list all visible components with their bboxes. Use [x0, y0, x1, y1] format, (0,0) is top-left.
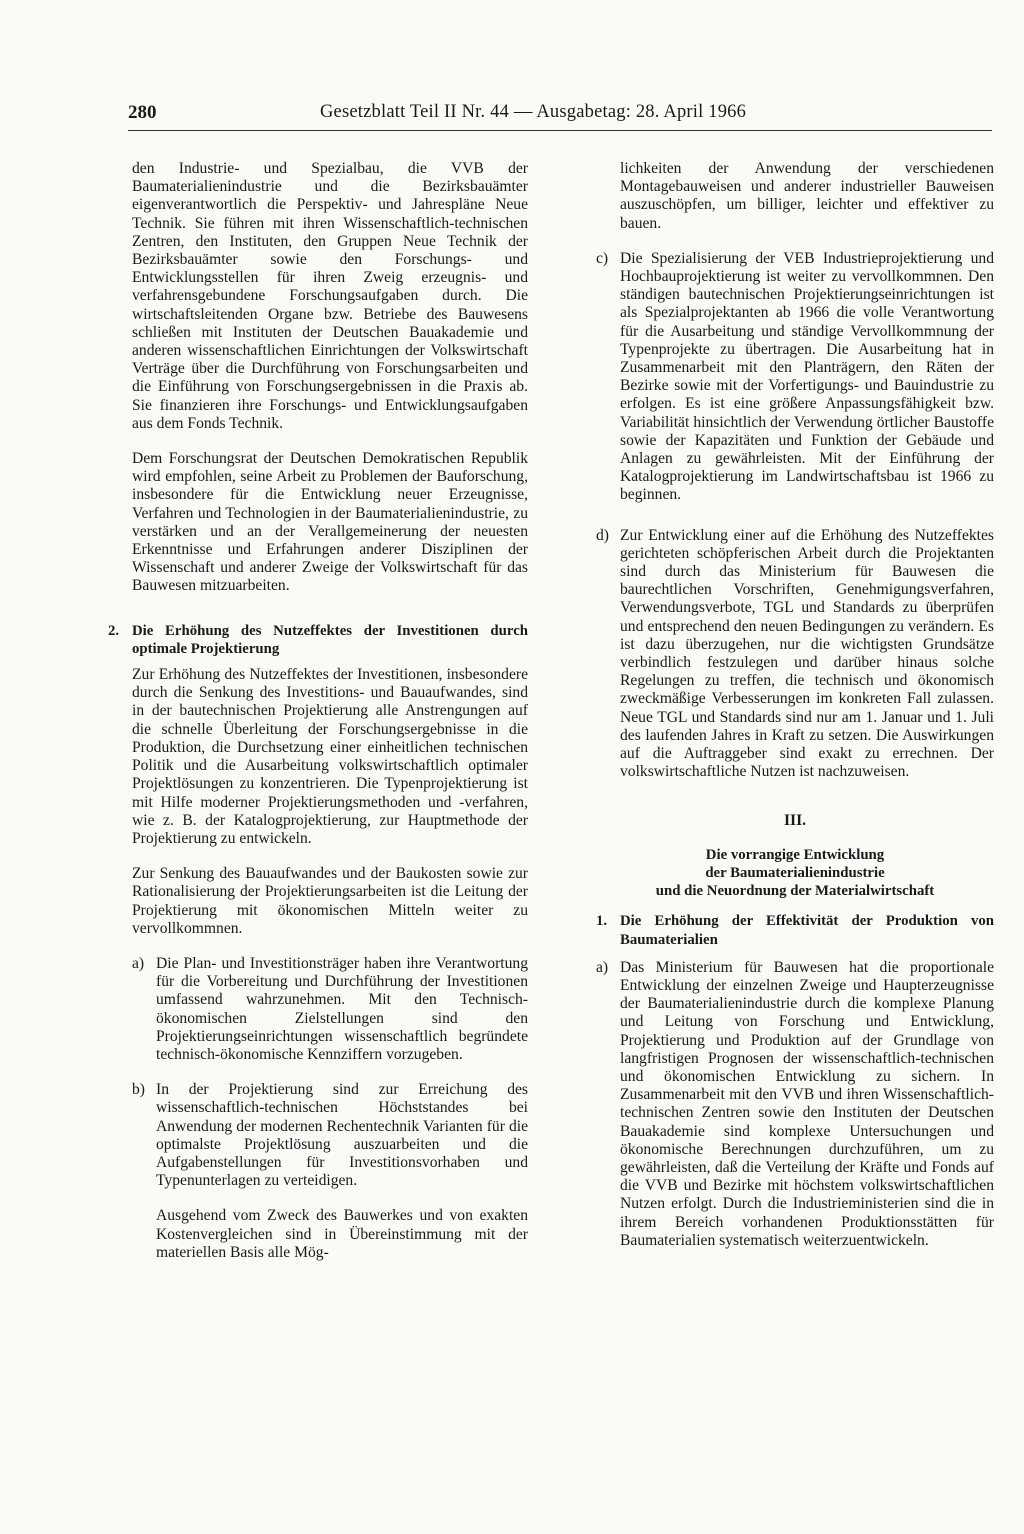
- paragraph: lichkeiten der Anwendung der verschiedenen Montagebauweisen und anderer industrieller Bauweisen auszuschöpfen, um billiger, leichter und effektiver zu bauen.: [620, 160, 994, 232]
- item-text: Zur Entwicklung einer auf die Erhöhung des Nutzeffektes gerichteten schöpferischen Arbeit durch die Projektanten sind durch das Ministerium für Bauwesen die baurechtlichen Vorschriften, Genehmigungsverfahren, Verwendungsverbote, TGL und Standards zu überprüfen und entsprechend den neuen Bedingungen zu verändern. Es ist dazu überzugehen, nur die wichtigsten Grundsätze verbindlich festzulegen und darüber hinaus solche Regelungen zu treffen, die technisch und ökonomisch zweckmäßige Verbesserungen im konkreten Fall zulassen. Neue TGL und Standards sind nur am 1. Januar und 1. Juli des laufenden Jahres in Kraft zu setzen. Die Auswirkungen auf die Auftraggeber sind exakt zu errechnen. Der volkswirtschaftliche Nutzen ist nachzuweisen.: [620, 526, 994, 781]
- list-item-d: [596, 527, 994, 782]
- item-label: d): [596, 526, 609, 544]
- section-heading: [108, 622, 528, 658]
- paragraph: Zur Senkung des Bauaufwandes und der Baukosten sowie zur Rationalisierung der Projektierungsarbeiten ist die Leitung der Projektierung mit ökonomischen Mitteln weiter zu vervollkommnen.: [132, 865, 528, 937]
- list-item-c: [596, 250, 994, 505]
- section-title: [596, 846, 994, 901]
- heading-text: Die Erhöhung der Effektivität der Produktion von Baumaterialien: [620, 913, 994, 948]
- subsection-heading: [596, 912, 994, 948]
- item-label: b): [132, 1081, 145, 1099]
- list-item-b: [108, 1081, 528, 1262]
- page-header: [128, 100, 992, 131]
- section-title-line: der Baumaterialienindustrie: [705, 864, 885, 881]
- item-label: a): [596, 958, 609, 976]
- paragraph: den Industrie- und Spezialbau, die VVB der Baumaterialienindustrie und die Bezirksbauämter eigenverantwortlich die Perspektiv- und Jahrespläne Neue Technik. Sie führen mit ihren Wissenschaftlich-technischen Zentren, den Instituten, den Gruppen Neue Technik der Bezirksbauämter sowie den Forschungs- und Entwicklungsstellen für ihren Zweig erzeugnis- und verfahrensgebundene Forschungsaufgaben durch. Die wirtschaftsleitenden Organe bzw. Betriebe des Bauwesens schließen mit Instituten der Deutschen Bauakademie und anderen wissenschaftlichen Einrichtungen der Volkswirtschaft Verträge über die Durchführung von Forschungsarbeiten und die Einführung von Forschungsergebnissen in die Praxis ab. Sie finanzieren ihre Forschungs- und Entwicklungsaufgaben aus dem Fonds Technik.: [132, 160, 528, 432]
- item-text: Die Plan- und Investitionsträger haben ihre Verantwortung für die Vorbereitung und Durchführung der Investitionen umfassend wahrzunehmen. Mit den Technisch-ökonomischen Zielstellungen sind den Projektierungseinrichtungen wissenschaftlich begründete technisch-ökonomische Kennziffern vorzugeben.: [156, 954, 528, 1063]
- heading-number: 1.: [596, 913, 608, 930]
- item-text: In der Projektierung sind zur Erreichung des wissenschaftlich-technischen Höchststandes bei Anwendung der modernen Rechentechnik Varianten für die optimalste Projektlösung auszuarbeiten und die Aufgabenstellungen für Investitionsvorhaben und Typenunterlagen zu verteidigen.: [156, 1081, 528, 1190]
- item-label: a): [132, 954, 145, 972]
- section-title-line: und die Neuordnung der Materialwirtschaft: [655, 883, 935, 900]
- item-text: Das Ministerium für Bauwesen hat die proportionale Entwicklung der einzelnen Zweige und Haupterzeugnisse der Baumaterialienindustrie durch die komplexe Planung und Leitung von Forschung und Entwicklung, Projektierung und Produktion auf der Grundlage von langfristigen Prognosen der wissenschaftlich-technischen und ökonomischen Entwicklung zu sichern. In Zusammenarbeit mit den VVB und ihren Wissenschaftlich-technischen Zentren sowie den Instituten der Deutschen Bauakademie sind komplexe Untersuchungen und ökonomische Berechnungen durchzuführen, um zu gewährleisten, daß die Verteilung der Kräfte und Fonds auf die VVB und Bezirke mit höchstem volkswirtschaftlichen Nutzen erfolgt. Durch die Industrieministerien sind die in ihrem Bereich vorhandenen Produktionsstätten für Baumaterialien systematisch weiterzuentwickeln.: [620, 958, 994, 1249]
- left-column: [108, 160, 528, 1262]
- paragraph: Zur Erhöhung des Nutzeffektes der Investitionen, insbesondere durch die Senkung des Investitions- und Bauaufwandes, sind in der bautechnischen Projektierung alle Anstrengungen auf die schnelle Überleitung der Forschungsergebnisse in die Produktion, die Durchsetzung einer einheitlichen technischen Politik und die Ausarbeitung volkswirtschaftlich optimaler Projektlösungen zu konzentrieren. Die Typenprojektierung ist mit Hilfe moderner Projektierungsmethoden und -verfahren, wie z. B. der Katalogprojektierung, zur Hauptmethode der Projektierung zu entwickeln.: [132, 666, 528, 847]
- heading-text: Die Erhöhung des Nutzeffektes der Investitionen durch optimale Projektierung: [132, 622, 528, 657]
- item-text: Die Spezialisierung der VEB Industrieprojektierung und Hochbauprojektierung ist weiter zu vervollkommnen. Den ständigen bautechnischen Projektierungseinrichtungen ist als Spezialprojektanten ab 1966 die volle Verantwortung für die Ausarbeitung und ständige Vervollkommnung der Typenprojekte zu übertragen. Die Ausarbeitung hat in Zusammenarbeit mit den Planträgern, den Räten der Bezirke sowie mit der Vorfertigungs- und Bauindustrie zu erfolgen. Es ist eine größere Anpassungsfähigkeit bzw. Variabilität hinsichtlich der Verwendung örtlicher Baustoffe sowie der Kapazitäten und Funktion der Gebäude und Anlagen zu gewährleisten. Mit der Einführung der Katalogprojektierung im Landwirtschaftsbau ist 1966 zu beginnen.: [620, 249, 994, 504]
- running-head: Gesetzblatt Teil II Nr. 44 — Ausgabetag: 28. April 1966: [320, 102, 747, 122]
- list-item-a: [108, 955, 528, 1064]
- list-item-a: [596, 959, 994, 1250]
- section-roman-numeral: III.: [783, 811, 807, 829]
- paragraph: Dem Forschungsrat der Deutschen Demokratischen Republik wird empfohlen, seine Arbeit zu Problemen der Bauforschung, insbesondere für die Entwicklung neuer Erzeugnisse, Verfahren und Technologien in der Baumaterialienindustrie, zu verstärken und an der Verallgemeinerung der neuesten Erkenntnisse und Erfahrungen anderer Disziplinen der Wissenschaft und anderer Zweige der Volkswirtschaft für das Bauwesen mitzuarbeiten.: [132, 450, 528, 595]
- heading-number: 2.: [108, 622, 120, 639]
- right-column: [596, 160, 994, 1250]
- item-text-continued: Ausgehend vom Zweck des Bauwerkes und von exakten Kostenvergleichen sind in Übereinstimmung mit der materiellen Basis alle Mög-: [156, 1207, 528, 1261]
- page-number: 280: [128, 102, 157, 123]
- item-label: c): [596, 249, 609, 267]
- section-title-line: Die vorrangige Entwicklung: [705, 846, 885, 863]
